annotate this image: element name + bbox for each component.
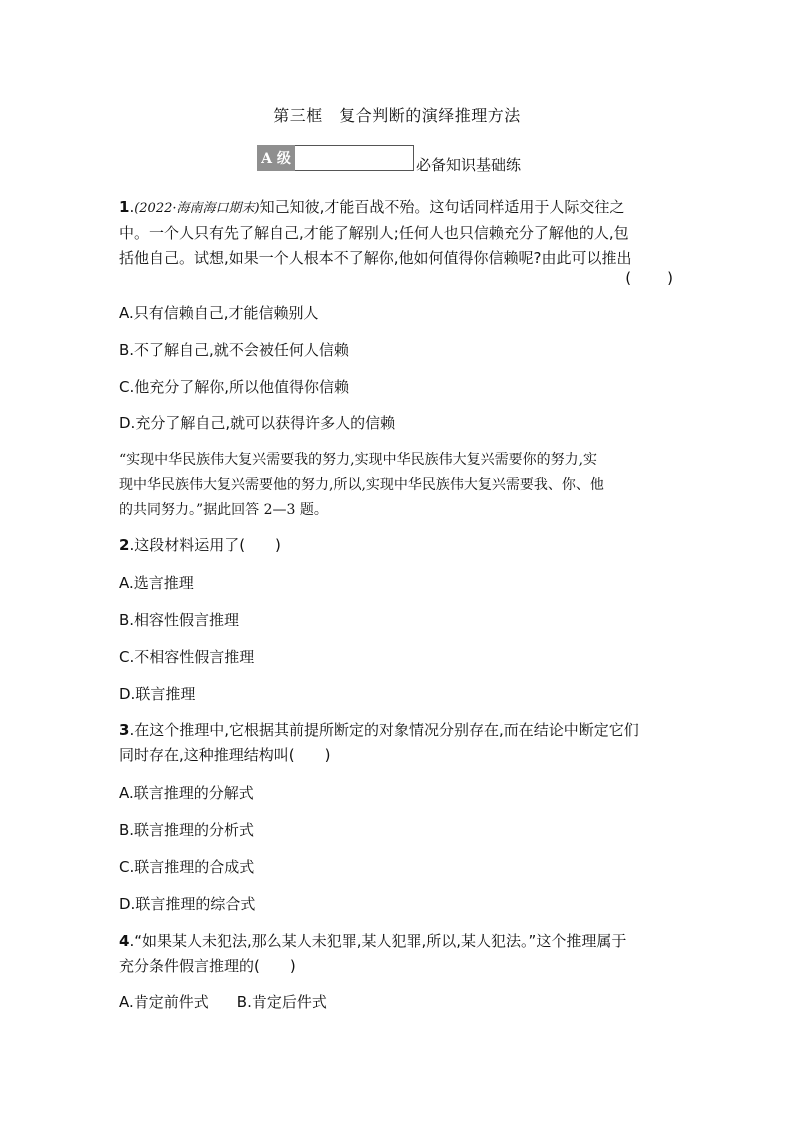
question-1-line-2: 中。一个人只有先了解自己,才能了解别人;任何人也只信赖充分了解他的人,包 <box>119 224 629 242</box>
question-1-line-3: 括他自己。试想,如果一个人根本不了解你,他如何值得你信赖呢?由此可以推出 <box>119 249 632 267</box>
question-4-line-2: 充分条件假言推理的( ) <box>119 957 296 975</box>
question-2: 2.这段材料运用了( ) <box>119 536 281 554</box>
question-1 <box>119 195 679 271</box>
question-3 <box>119 718 679 768</box>
question-1-line-1: 1.(2022·海南海口期末)知己知彼,才能百战不殆。这句话同样适用于人际交往之 <box>119 198 625 216</box>
option-b: B.相容性假言推理 <box>119 611 240 629</box>
option-c: C.不相容性假言推理 <box>119 648 255 666</box>
question-number: 3 <box>119 721 130 739</box>
material-line-2: 现中华民族伟大复兴需要他的努力,所以,实现中华民族伟大复兴需要我、你、他 <box>119 477 604 493</box>
question-4 <box>119 929 679 979</box>
option-a: A.肯定前件式 <box>119 993 209 1011</box>
option-b: B.联言推理的分析式 <box>119 821 255 839</box>
question-number: 1 <box>119 198 130 216</box>
option-c: C.联言推理的合成式 <box>119 858 255 876</box>
answer-paren: ( ) <box>625 269 675 287</box>
level-header <box>257 145 522 174</box>
question-number: 2 <box>119 536 130 554</box>
option-a: A.选言推理 <box>119 574 194 592</box>
option-a: A.只有信赖自己,才能信赖别人 <box>119 304 319 322</box>
question-4-options <box>119 991 355 1013</box>
page-title: 第三框 复合判断的演绎推理方法 <box>273 106 521 125</box>
material-line-1: “实现中华民族伟大复兴需要我的努力,实现中华民族伟大复兴需要你的努力,实 <box>119 452 598 468</box>
option-d: D.联言推理的综合式 <box>119 895 256 913</box>
option-d: D.联言推理 <box>119 685 196 703</box>
level-badge: A 级 <box>257 145 295 171</box>
question-source: (2022·海南海口期末) <box>134 201 260 216</box>
question-3-line-1: 3.在这个推理中,它根据其前提所断定的对象情况分别存在,而在结论中断定它们 <box>119 721 639 739</box>
option-c: C.他充分了解你,所以他值得你信赖 <box>119 378 350 396</box>
option-d: D.充分了解自己,就可以获得许多人的信赖 <box>119 414 396 432</box>
reading-material <box>119 448 679 523</box>
level-blank-box <box>295 145 414 171</box>
option-b: B.肯定后件式 <box>236 993 327 1011</box>
material-line-3: 的共同努力。”据此回答 2—3 题。 <box>119 502 328 518</box>
option-b: B.不了解自己,就不会被任何人信赖 <box>119 341 349 359</box>
question-4-line-1: 4.“如果某人未犯法,那么某人未犯罪,某人犯罪,所以,某人犯法。”这个推理属于 <box>119 932 627 950</box>
question-3-line-2: 同时存在,这种推理结构叫( ) <box>119 746 331 764</box>
level-label: 必备知识基础练 <box>416 155 522 174</box>
option-a: A.联言推理的分解式 <box>119 784 254 802</box>
question-number: 4 <box>119 932 130 950</box>
